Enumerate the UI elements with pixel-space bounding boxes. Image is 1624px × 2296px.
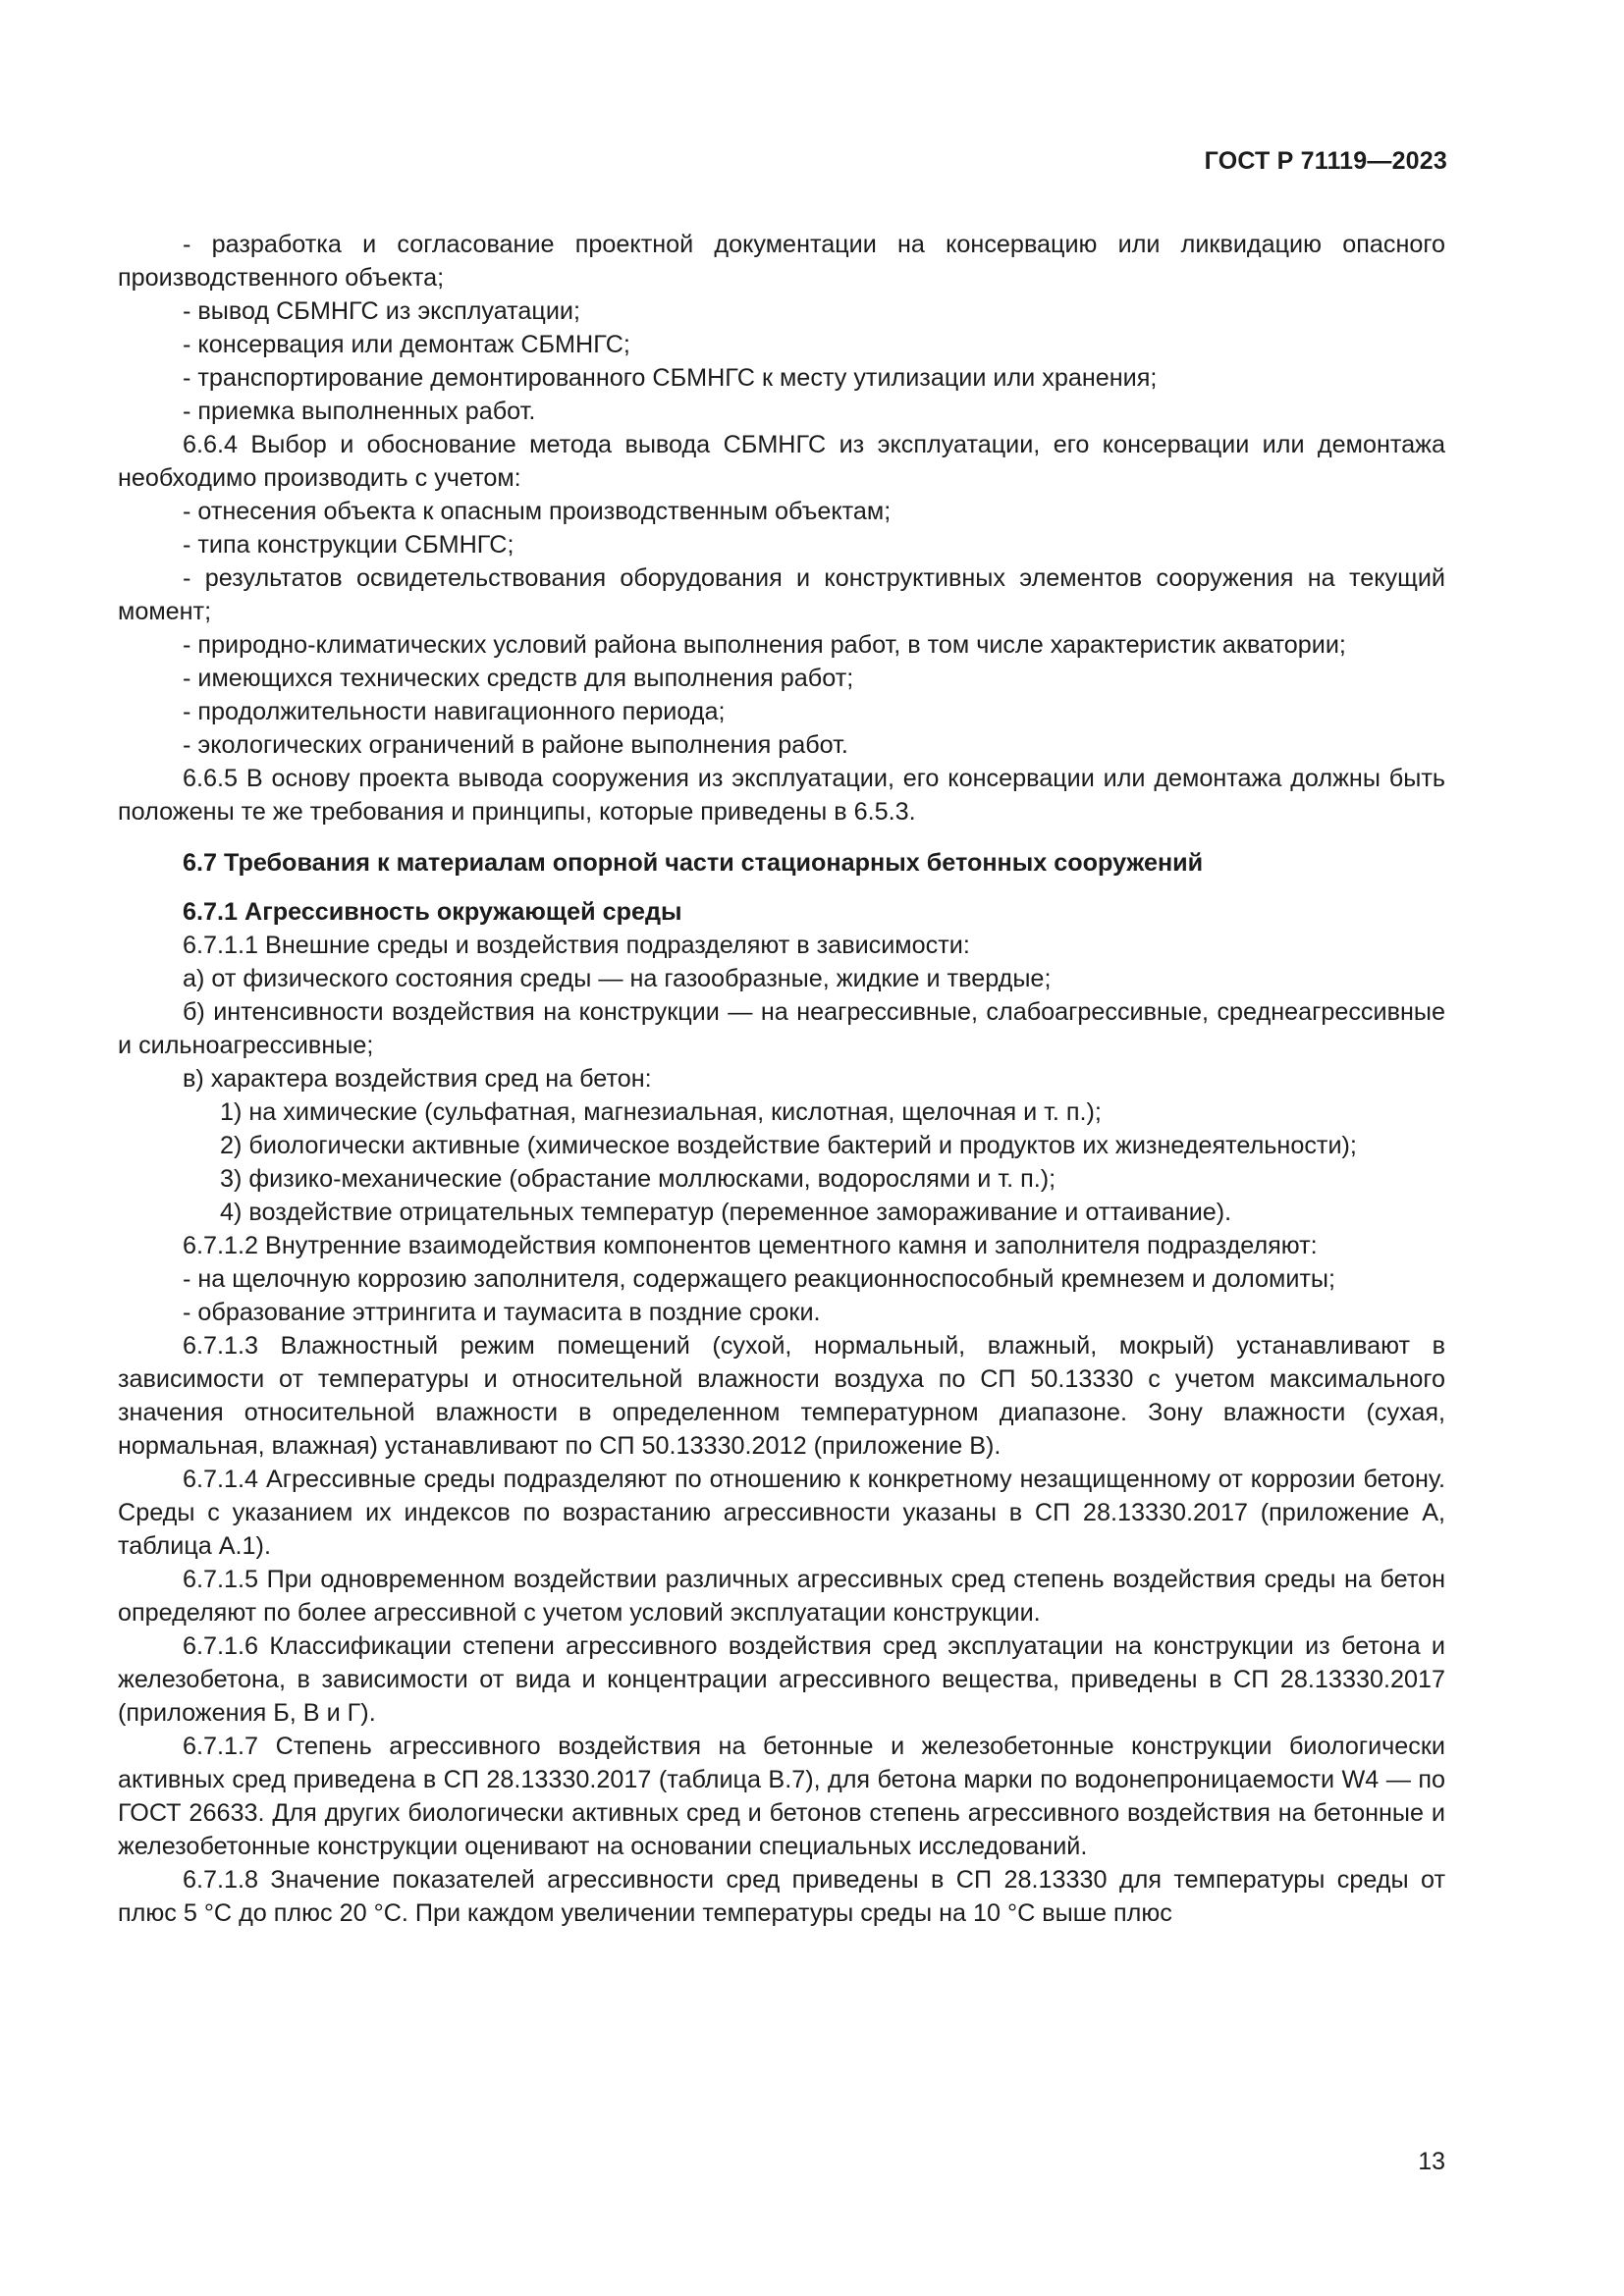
- clause-6-7-1-1: 6.7.1.1 Внешние среды и воздействия подразделяют в зависимости:: [183, 932, 970, 959]
- list-item: 3) физико-механические (обрастание моллюсками, водорослями и т. п.);: [220, 1165, 1056, 1193]
- list-item: - на щелочную коррозию заполнителя, содержащего реакционноспособный кремнезем и доломиты;: [183, 1265, 1336, 1293]
- subsection-heading-6-7-1: 6.7.1 Агрессивность окружающей среды: [183, 898, 682, 926]
- list-item: - разработка и согласование проектной документации на консервацию или ликвидацию опасного производственного объекта;: [118, 231, 1445, 292]
- list-item: - имеющихся технических средств для выполнения работ;: [183, 665, 854, 692]
- list-item: - результатов освидетельствования оборудования и конструктивных элементов сооружения на текущий момент;: [118, 564, 1445, 625]
- list-item: б) интенсивности воздействия на конструкции — на неагрессивные, слабоагрессивные, среднеагрессивные и сильноагрессивные;: [118, 998, 1445, 1059]
- clause-6-6-5: 6.6.5 В основу проекта вывода сооружения из эксплуатации, его консервации или демонтажа должны быть положены те же требования и принципы, которые приведены в 6.5.3.: [118, 765, 1445, 826]
- list-item: - типа конструкции СБМНГС;: [183, 531, 514, 559]
- clause-6-7-1-4: 6.7.1.4 Агрессивные среды подразделяют по отношению к конкретному незащищенному от коррозии бетону. Среды с указанием их индексов по возрастанию агрессивности указаны в СП 28.13330.2017 (приложение А, таблица А.1).: [118, 1466, 1445, 1560]
- clause-6-7-1-8: 6.7.1.8 Значение показателей агрессивности сред приведены в СП 28.13330 для температуры среды от плюс 5 °С до плюс 20 °С. При каждом увеличении температуры среды на 10 °С выше плюс: [118, 1866, 1445, 1927]
- list-item: - экологических ограничений в районе выполнения работ.: [183, 731, 848, 759]
- list-item: - приемка выполненных работ.: [183, 398, 536, 425]
- list-item: - вывод СБМНГС из эксплуатации;: [183, 297, 580, 325]
- document-body: [118, 228, 1445, 1930]
- list-item: - отнесения объекта к опасным производственным объектам;: [183, 498, 892, 525]
- list-item: 2) биологически активные (химическое воздействие бактерий и продуктов их жизнедеятельности);: [220, 1132, 1357, 1159]
- clause-6-7-1-5: 6.7.1.5 При одновременном воздействии различных агрессивных сред степень воздействия среды на бетон определяют по более агрессивной с учетом условий эксплуатации конструкции.: [118, 1566, 1445, 1627]
- clause-6-7-1-2: 6.7.1.2 Внутренние взаимодействия компонентов цементного камня и заполнителя подразделяют:: [183, 1232, 1318, 1259]
- page-number: 13: [1418, 2148, 1445, 2175]
- list-item: 4) воздействие отрицательных температур (переменное замораживание и оттаивание).: [220, 1199, 1232, 1226]
- list-item: - образование эттрингита и таумасита в поздние сроки.: [183, 1299, 821, 1326]
- list-item: - природно-климатических условий района выполнения работ, в том числе характеристик акватории;: [183, 631, 1346, 659]
- list-item: - консервация или демонтаж СБМНГС;: [183, 331, 630, 358]
- list-item: в) характера воздействия сред на бетон:: [183, 1065, 652, 1093]
- list-item: - транспортирование демонтированного СБМНГС к месту утилизации или хранения;: [183, 364, 1158, 392]
- document-header: ГОСТ Р 71119—2023: [1204, 147, 1447, 175]
- section-heading-6-7: 6.7 Требования к материалам опорной части стационарных бетонных сооружений: [183, 849, 1204, 877]
- clause-6-6-4: 6.6.4 Выбор и обоснование метода вывода СБМНГС из эксплуатации, его консервации или демонтажа необходимо производить с учетом:: [118, 431, 1445, 492]
- list-item: 1) на химические (сульфатная, магнезиальная, кислотная, щелочная и т. п.);: [220, 1098, 1102, 1126]
- clause-6-7-1-3: 6.7.1.3 Влажностный режим помещений (сухой, нормальный, влажный, мокрый) устанавливают в зависимости от температуры и относительной влажности воздуха по СП 50.13330 с учетом максимального значения относительной влажности в определенном температурном диапазоне. Зону влажности (сухая, нормальная, влажная) устанавливают по СП 50.13330.2012 (приложение В).: [118, 1332, 1445, 1460]
- clause-6-7-1-7: 6.7.1.7 Степень агрессивного воздействия на бетонные и железобетонные конструкции биологически активных сред приведена в СП 28.13330.2017 (таблица В.7), для бетона марки по водонепроницаемости W4 — по ГОСТ 26633. Для других биологически активных сред и бетонов степень агрессивного воздействия на бетонные и железобетонные конструкции оценивают на основании специальных исследований.: [118, 1733, 1445, 1860]
- list-item: а) от физического состояния среды — на газообразные, жидкие и твердые;: [183, 965, 1052, 992]
- list-item: - продолжительности навигационного периода;: [183, 698, 726, 725]
- clause-6-7-1-6: 6.7.1.6 Классификации степени агрессивного воздействия сред эксплуатации на конструкции из бетона и железобетона, в зависимости от вида и концентрации агрессивного вещества, приведены в СП 28.13330.2017 (приложения Б, В и Г).: [118, 1632, 1445, 1727]
